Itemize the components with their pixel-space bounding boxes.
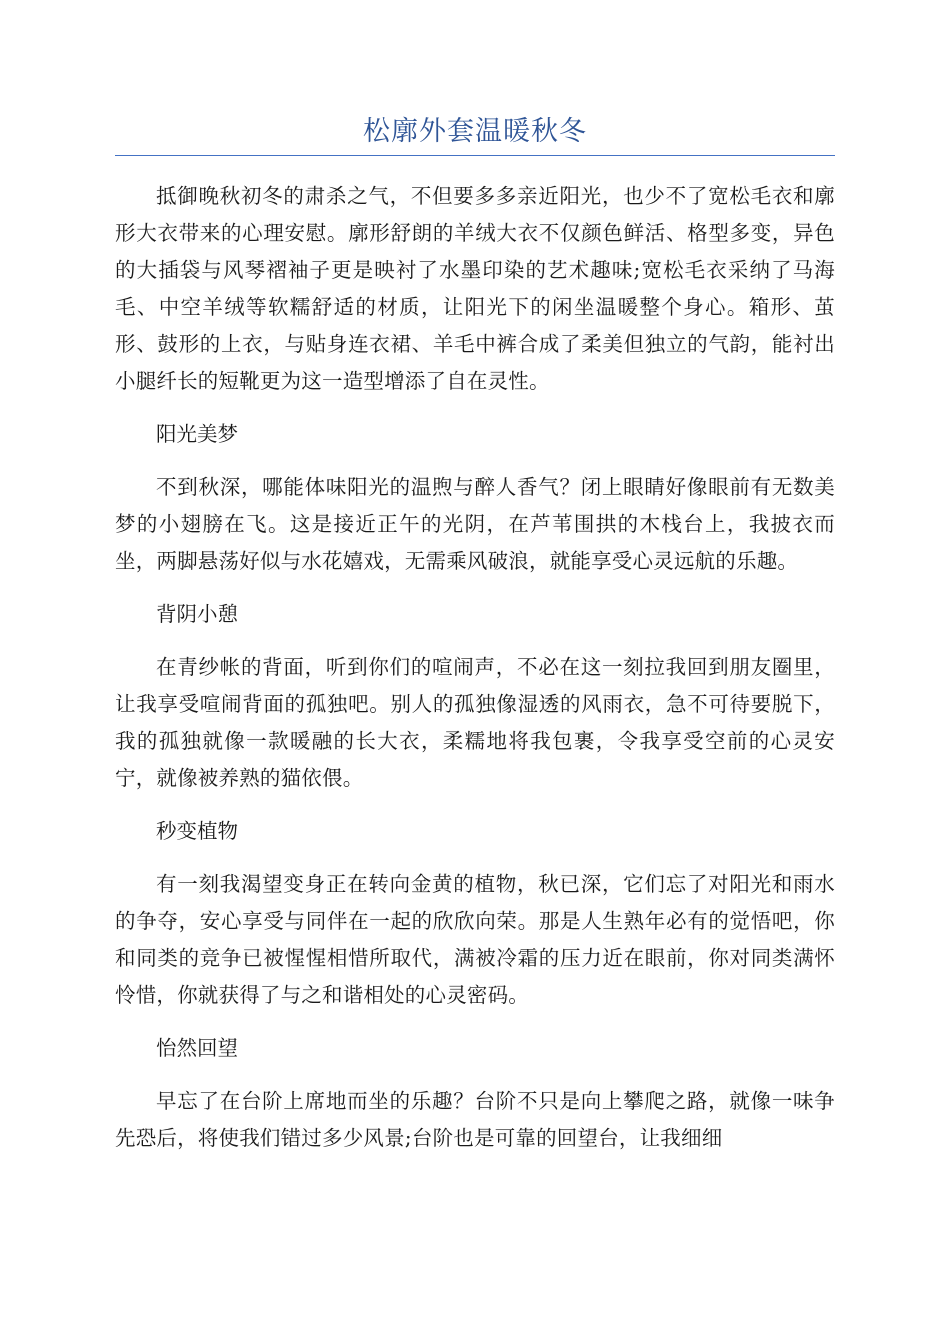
- section-heading: 阳光美梦: [156, 422, 238, 446]
- intro-paragraph: 抵御晚秋初冬的肃杀之气，不但要多多亲近阳光，也少不了宽松毛衣和廓形大衣带来的心理安慰。廓形舒朗的羊绒大衣不仅颜色鲜活、格型多变，异色的大插袋与风琴褶袖子更是映衬了水墨印染的艺术趣味;宽松毛衣采纳了马海毛、中空羊绒等软糯舒适的材质，让阳光下的闲坐温暖整个身心。箱形、茧形、鼓形的上衣，与贴身连衣裙、羊毛中裤合成了柔美但独立的气韵，能衬出小腿纤长的短靴更为这一造型增添了自在灵性。: [115, 184, 835, 393]
- body-paragraph: 早忘了在台阶上席地而坐的乐趣？台阶不只是向上攀爬之路，就像一味争先恐后，将使我们错过多少风景;台阶也是可靠的回望台，让我细细: [115, 1089, 835, 1150]
- section-heading: 背阴小憩: [156, 602, 238, 626]
- title-underline: [115, 155, 835, 156]
- section-heading: 秒变植物: [156, 819, 238, 843]
- body-paragraph: 不到秋深，哪能体味阳光的温煦与醉人香气？闭上眼睛好像眼前有无数美梦的小翅膀在飞。这是接近正午的光阴，在芦苇围拱的木栈台上，我披衣而坐，两脚悬荡好似与水花嬉戏，无需乘风破浪，就能享受心灵远航的乐趣。: [115, 475, 835, 573]
- document-body: [115, 178, 835, 1173]
- body-paragraph: 有一刻我渴望变身正在转向金黄的植物，秋已深，它们忘了对阳光和雨水的争夺，安心享受与同伴在一起的欣欣向荣。那是人生熟年必有的觉悟吧，你和同类的竞争已被惺惺相惜所取代，满被冷霜的压力近在眼前，你对同类满怀怜惜，你就获得了与之和谐相处的心灵密码。: [115, 872, 835, 1007]
- body-paragraph: 在青纱帐的背面，听到你们的喧闹声，不必在这一刻拉我回到朋友圈里，让我享受喧闹背面的孤独吧。别人的孤独像湿透的风雨衣，急不可待要脱下，我的孤独就像一款暖融的长大衣，柔糯地将我包裹，令我享受空前的心灵安宁，就像被养熟的猫依偎。: [115, 655, 835, 790]
- document-title: 松廓外套温暖秋冬: [363, 116, 587, 147]
- section-heading: 怡然回望: [156, 1036, 238, 1060]
